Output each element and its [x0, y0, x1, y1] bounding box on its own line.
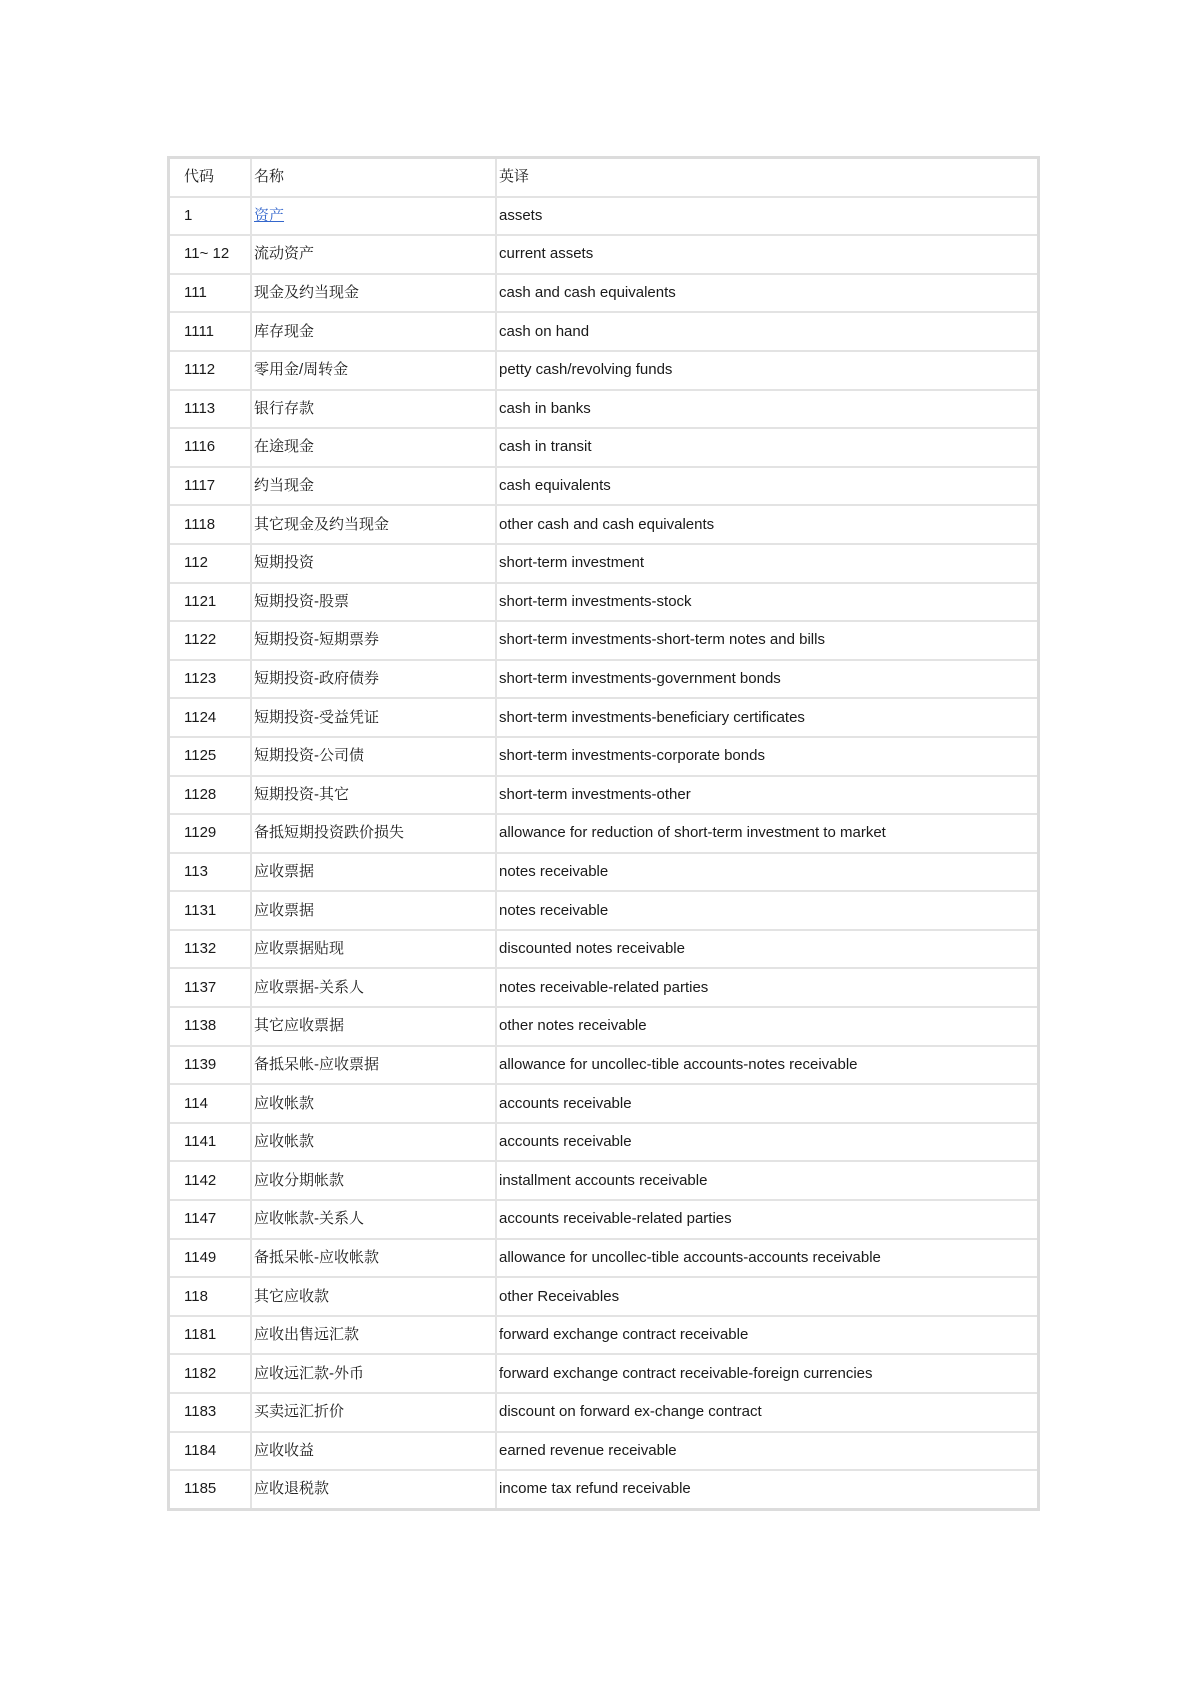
account-english-name: cash in banks: [497, 391, 1037, 430]
account-name: 应收票据: [252, 892, 497, 931]
account-english-name: petty cash/revolving funds: [497, 352, 1037, 391]
table-row: [170, 1124, 1037, 1163]
account-code: 11~ 12: [170, 236, 252, 275]
table-row: [170, 1047, 1037, 1086]
account-name: 短期投资-公司债: [252, 738, 497, 777]
table-row: [170, 854, 1037, 893]
account-english-name: short-term investment: [497, 545, 1037, 584]
table-row: [170, 198, 1037, 237]
account-english-name: short-term investments-short-term notes and bills: [497, 622, 1037, 661]
account-name: 短期投资-其它: [252, 777, 497, 816]
table-row: [170, 661, 1037, 700]
account-name: 应收远汇款-外币: [252, 1355, 497, 1394]
account-name: 应收帐款: [252, 1085, 497, 1124]
header-english: 英译: [497, 159, 1037, 198]
account-english-name: cash in transit: [497, 429, 1037, 468]
account-code: 1139: [170, 1047, 252, 1086]
table-row: [170, 236, 1037, 275]
account-name: 应收分期帐款: [252, 1162, 497, 1201]
account-english-name: earned revenue receivable: [497, 1433, 1037, 1472]
account-english-name: short-term investments-corporate bonds: [497, 738, 1037, 777]
table-row: [170, 1085, 1037, 1124]
table-row: [170, 1317, 1037, 1356]
account-english-name: short-term investments-government bonds: [497, 661, 1037, 700]
table-row: [170, 892, 1037, 931]
account-code: 118: [170, 1278, 252, 1317]
table-row: [170, 1162, 1037, 1201]
account-name: 买卖远汇折价: [252, 1394, 497, 1433]
account-code: 1137: [170, 969, 252, 1008]
account-name: 应收票据: [252, 854, 497, 893]
table-row: [170, 777, 1037, 816]
account-english-name: accounts receivable-related parties: [497, 1201, 1037, 1240]
account-name: 其它应收款: [252, 1278, 497, 1317]
accounts-table: [167, 156, 1040, 1511]
account-name: 应收退税款: [252, 1471, 497, 1508]
account-name: 应收票据-关系人: [252, 969, 497, 1008]
account-name-link[interactable]: 资产: [254, 206, 285, 224]
account-english-name: allowance for reduction of short-term investment to market: [497, 815, 1037, 854]
table-row: [170, 313, 1037, 352]
account-english-name: notes receivable: [497, 854, 1037, 893]
table-row: [170, 468, 1037, 507]
account-code: 112: [170, 545, 252, 584]
account-english-name: installment accounts receivable: [497, 1162, 1037, 1201]
account-code: 114: [170, 1085, 252, 1124]
account-code: 113: [170, 854, 252, 893]
table-row: [170, 352, 1037, 391]
account-code: 1122: [170, 622, 252, 661]
table-row: [170, 584, 1037, 623]
account-code: 1185: [170, 1471, 252, 1508]
account-english-name: cash on hand: [497, 313, 1037, 352]
account-name: 备抵呆帐-应收帐款: [252, 1240, 497, 1279]
table-row: [170, 1008, 1037, 1047]
account-name: 应收帐款-关系人: [252, 1201, 497, 1240]
table-row: [170, 1394, 1037, 1433]
account-code: 1128: [170, 777, 252, 816]
account-code: 1129: [170, 815, 252, 854]
table-row: [170, 391, 1037, 430]
account-name: 现金及约当现金: [252, 275, 497, 314]
table-row: [170, 699, 1037, 738]
table-row: [170, 429, 1037, 468]
account-english-name: forward exchange contract receivable: [497, 1317, 1037, 1356]
account-english-name: allowance for uncollec-tible accounts-accounts receivable: [497, 1240, 1037, 1279]
account-code: 1117: [170, 468, 252, 507]
table-row: [170, 815, 1037, 854]
table-row: [170, 1355, 1037, 1394]
account-code: 1112: [170, 352, 252, 391]
header-code: 代码: [170, 159, 252, 198]
account-name: 其它现金及约当现金: [252, 506, 497, 545]
table-row: [170, 969, 1037, 1008]
account-code: 1183: [170, 1394, 252, 1433]
account-code: 1121: [170, 584, 252, 623]
account-code: 1116: [170, 429, 252, 468]
table-row: [170, 622, 1037, 661]
account-name: 流动资产: [252, 236, 497, 275]
account-english-name: current assets: [497, 236, 1037, 275]
account-name: 银行存款: [252, 391, 497, 430]
account-english-name: assets: [497, 198, 1037, 237]
account-code: 1141: [170, 1124, 252, 1163]
header-name: 名称: [252, 159, 497, 198]
table-row: [170, 545, 1037, 584]
account-english-name: cash and cash equivalents: [497, 275, 1037, 314]
account-name: 零用金/周转金: [252, 352, 497, 391]
account-name: 库存现金: [252, 313, 497, 352]
account-english-name: income tax refund receivable: [499, 1480, 691, 1498]
account-english-name: allowance for uncollec-tible accounts-notes receivable: [497, 1047, 1037, 1086]
account-english-name: notes receivable-related parties: [497, 969, 1037, 1008]
table-row: [170, 506, 1037, 545]
account-english-name: notes receivable: [497, 892, 1037, 931]
account-code: 1111: [170, 313, 252, 352]
account-name: 短期投资-股票: [252, 584, 497, 623]
account-name: 在途现金: [252, 429, 497, 468]
table-row: [170, 1433, 1037, 1472]
account-code: 1124: [170, 699, 252, 738]
account-name: 备抵短期投资跌价损失: [252, 815, 497, 854]
account-code: 1184: [170, 1433, 252, 1472]
table-row: [170, 275, 1037, 314]
account-code: 1147: [170, 1201, 252, 1240]
account-code: 1132: [170, 931, 252, 970]
account-code: 1118: [170, 506, 252, 545]
account-name: 短期投资-短期票券: [252, 622, 497, 661]
account-code: 1149: [170, 1240, 252, 1279]
table-header-row: [170, 159, 1037, 198]
table-row: [170, 738, 1037, 777]
account-name: 应收出售远汇款: [252, 1317, 497, 1356]
account-english-name: cash equivalents: [497, 468, 1037, 507]
account-code: 1113: [170, 391, 252, 430]
table-row: [170, 1471, 1037, 1508]
account-name: 备抵呆帐-应收票据: [252, 1047, 497, 1086]
account-english-name: short-term investments-beneficiary certificates: [497, 699, 1037, 738]
account-code: 1123: [170, 661, 252, 700]
account-english-name: forward exchange contract receivable-foreign currencies: [497, 1355, 1037, 1394]
account-name: 应收帐款: [252, 1124, 497, 1163]
table-row: [170, 1278, 1037, 1317]
account-code: 111: [170, 275, 252, 314]
account-english-name: accounts receivable: [497, 1124, 1037, 1163]
account-name: 短期投资-政府债券: [252, 661, 497, 700]
account-english-name: discount on forward ex-change contract: [497, 1394, 1037, 1433]
account-english-name: short-term investments-stock: [497, 584, 1037, 623]
table-row: [170, 931, 1037, 970]
account-name: 短期投资-受益凭证: [252, 699, 497, 738]
account-code: 1125: [170, 738, 252, 777]
account-name: 短期投资: [252, 545, 497, 584]
account-code: 1142: [170, 1162, 252, 1201]
account-code: 1138: [170, 1008, 252, 1047]
account-english-name: accounts receivable: [497, 1085, 1037, 1124]
accounts-table-body: [170, 159, 1037, 1508]
account-code: 1181: [170, 1317, 252, 1356]
account-english-name: other notes receivable: [497, 1008, 1037, 1047]
table-row: [170, 1240, 1037, 1279]
account-name-cell[interactable]: [252, 198, 497, 237]
account-english-name: other cash and cash equivalents: [497, 506, 1037, 545]
account-english-name: other Receivables: [497, 1278, 1037, 1317]
account-name: 约当现金: [252, 468, 497, 507]
account-name: 应收票据贴现: [252, 931, 497, 970]
account-name: 应收收益: [252, 1433, 497, 1472]
account-english-name: short-term investments-other: [497, 777, 1037, 816]
account-name: 其它应收票据: [252, 1008, 497, 1047]
account-code: 1: [170, 198, 252, 237]
account-english-name: discounted notes receivable: [497, 931, 1037, 970]
account-code: 1182: [170, 1355, 252, 1394]
account-code: 1131: [170, 892, 252, 931]
table-row: [170, 1201, 1037, 1240]
